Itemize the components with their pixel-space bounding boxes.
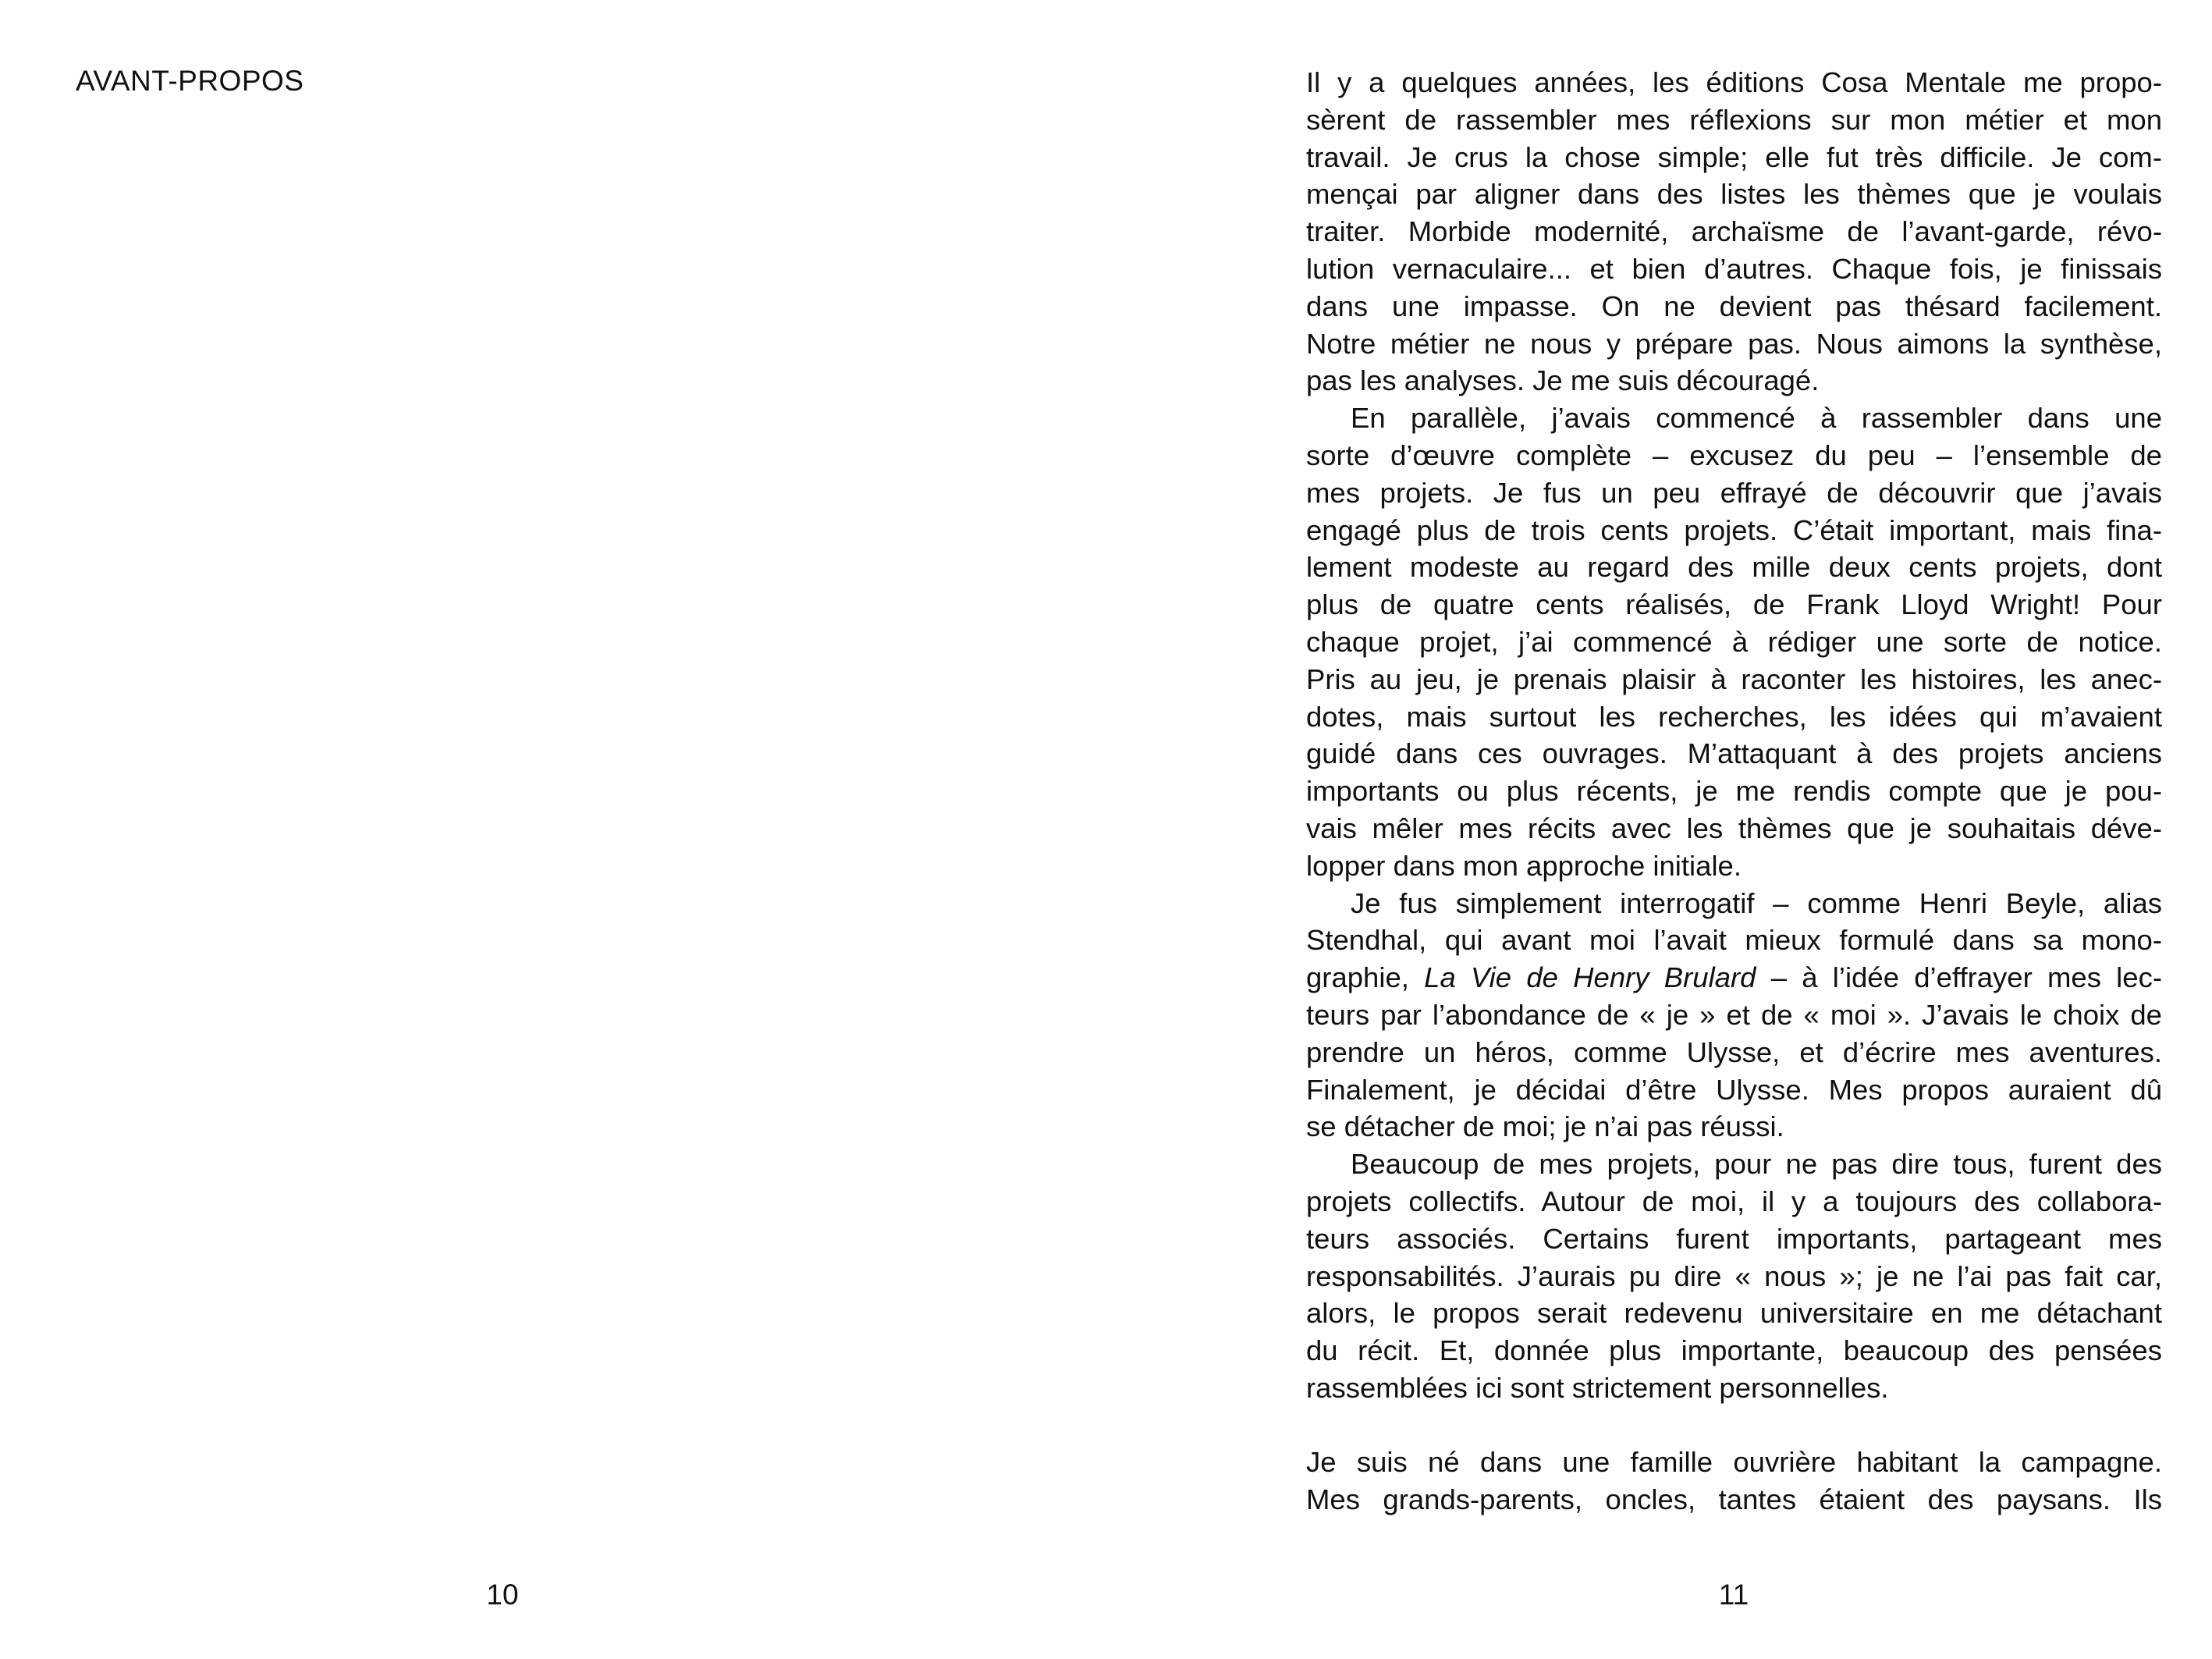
paragraph xyxy=(1306,1444,2162,1519)
text-line: mes projets. Je fus un peu effrayé de découvrir que j’avais xyxy=(1306,476,2162,509)
text-line: teurs par l’abondance de « je » et de « moi ». J’avais le choix de xyxy=(1306,998,2162,1031)
text-line: rassemblées ici sont strictement personnelles. xyxy=(1306,1371,1889,1404)
text-line: Finalement, je décidai d’être Ulysse. Mes propos auraient dû xyxy=(1306,1073,2162,1106)
text-line xyxy=(1306,959,2162,996)
text-line: Mes grands-parents, oncles, tantes étaient des paysans. Ils xyxy=(1306,1483,2162,1516)
text-line: importants ou plus récents, je me rendis compte que je pou- xyxy=(1306,775,2162,808)
text-line: pas les analyses. Je me suis découragé. xyxy=(1306,364,1820,397)
text-line: mençai par aligner dans des listes les thèmes que je voulais xyxy=(1306,178,2162,211)
text-line: travail. Je crus la chose simple; elle fut très difficile. Je com- xyxy=(1306,140,2162,173)
text-line: dotes, mais surtout les recherches, les idées qui m’avaient xyxy=(1306,700,2162,733)
text-segment: graphie, xyxy=(1306,961,1425,994)
running-head: AVANT-PROPOS xyxy=(76,65,304,97)
text-line: sorte d’œuvre complète – excusez du peu – l’ensemble de xyxy=(1306,439,2162,471)
text-segment: – à l’idée d’effrayer mes lec- xyxy=(1756,961,2162,994)
text-line: sèrent de rassembler mes réflexions sur mon métier et mon xyxy=(1306,103,2162,136)
text-line: Il y a quelques années, les éditions Cosa Mentale me propo- xyxy=(1306,66,2162,98)
paragraph xyxy=(1306,400,2162,884)
text-line: Beaucoup de mes projets, pour ne pas dire tous, furent des xyxy=(1351,1148,2162,1181)
page-number-left: 10 xyxy=(486,1579,519,1611)
text-line: plus de quatre cents réalisés, de Frank Lloyd Wright! Pour xyxy=(1306,588,2162,621)
text-line: Je fus simplement interrogatif – comme Henri Beyle, alias xyxy=(1351,886,2162,919)
text-line: guidé dans ces ouvrages. M’attaquant à des projets anciens xyxy=(1306,737,2162,770)
text-line: Notre métier ne nous y prépare pas. Nous aimons la synthèse, xyxy=(1306,327,2162,360)
paragraph xyxy=(1306,1146,2162,1407)
text-line: se détacher de moi; je n’ai pas réussi. xyxy=(1306,1110,1784,1143)
book-title: La Vie de Henry Brulard xyxy=(1424,961,1756,994)
text-line: lution vernaculaire... et bien d’autres. Chaque fois, je finissais xyxy=(1306,252,2162,285)
text-line: engagé plus de trois cents projets. C’était important, mais fina- xyxy=(1306,513,2162,546)
text-line: prendre un héros, comme Ulysse, et d’écrire mes aventures. xyxy=(1306,1036,2162,1068)
text-line: traiter. Morbide modernité, archaïsme de l’avant-garde, révo- xyxy=(1306,215,2162,248)
body-text xyxy=(1306,64,2162,1519)
text-line: alors, le propos serait redevenu universitaire en me détachant xyxy=(1306,1297,2162,1330)
text-line: vais mêler mes récits avec les thèmes que je souhaitais déve- xyxy=(1306,812,2162,844)
text-line: Stendhal, qui avant moi l’avait mieux formulé dans sa mono- xyxy=(1306,924,2162,957)
text-line: lement modeste au regard des mille deux cents projets, dont xyxy=(1306,551,2162,584)
text-line: En parallèle, j’avais commencé à rassembler dans une xyxy=(1351,402,2162,435)
text-line: responsabilités. J’aurais pu dire « nous »; je ne l’ai pas fait car, xyxy=(1306,1259,2162,1292)
paragraph xyxy=(1306,64,2162,400)
text-line: Je suis né dans une famille ouvrière habitant la campagne. xyxy=(1306,1446,2162,1479)
text-line: teurs associés. Certains furent importants, partageant mes xyxy=(1306,1222,2162,1255)
text-line: dans une impasse. On ne devient pas thésard facilement. xyxy=(1306,290,2162,322)
text-line: Pris au jeu, je prenais plaisir à raconter les histoires, les anec- xyxy=(1306,663,2162,695)
text-line: lopper dans mon approche initiale. xyxy=(1306,849,1742,882)
text-line: projets collectifs. Autour de moi, il y a toujours des collabora- xyxy=(1306,1185,2162,1217)
paragraph xyxy=(1306,885,2162,1146)
page-number-right: 11 xyxy=(1718,1579,1749,1611)
text-line: du récit. Et, donnée plus importante, beaucoup des pensées xyxy=(1306,1334,2162,1367)
section-break xyxy=(1306,1407,2162,1444)
text-line: chaque projet, j’ai commencé à rédiger une sorte de notice. xyxy=(1306,625,2162,658)
